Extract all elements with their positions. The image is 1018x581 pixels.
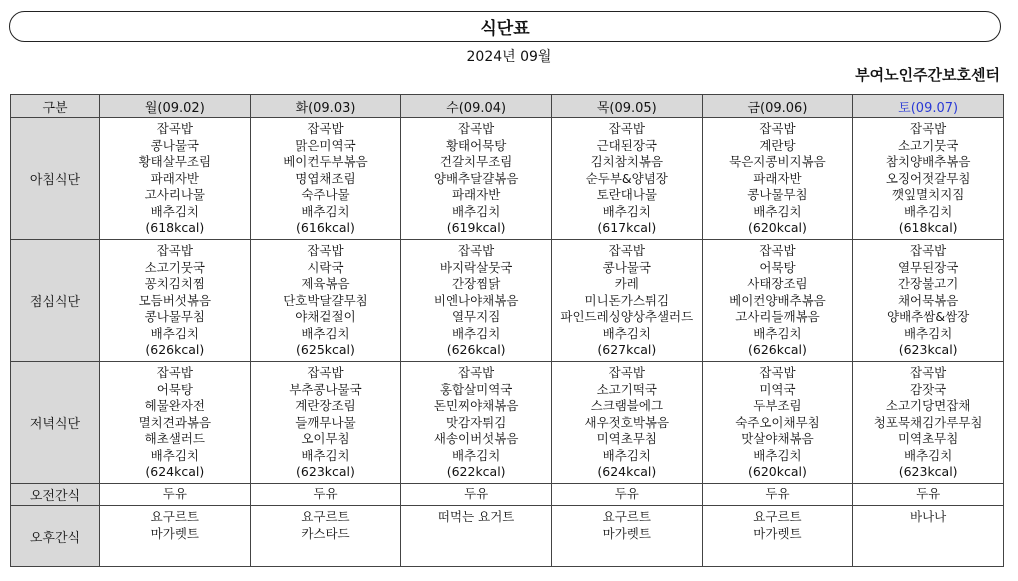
menu-cell: [100, 118, 251, 240]
header-day-thu: 목(09.05): [551, 95, 702, 118]
menu-item: 양배추쌈&쌈장: [887, 309, 970, 324]
menu-item: (626kcal): [446, 342, 506, 357]
menu-item: 맛살야채볶음: [741, 431, 814, 446]
menu-item: 두유: [162, 486, 187, 502]
menu-item: 고사리나물: [144, 187, 206, 202]
menu-item: 황태살무조림: [138, 154, 212, 169]
menu-item: 잡곡밥: [458, 121, 495, 136]
menu-item: 잡곡밥: [910, 365, 947, 380]
menu-item: (623kcal): [898, 342, 958, 357]
menu-item: 황태어묵탕: [445, 137, 507, 153]
menu-item: 새송이버섯볶음: [433, 431, 519, 446]
menu-item: 요구르트: [301, 509, 350, 524]
menu-item: 배추김치: [903, 203, 953, 219]
menu-item: 계란장조림: [295, 398, 356, 413]
header-day-fri: 금(09.06): [702, 95, 853, 118]
menu-item: 잡곡밥: [910, 121, 947, 136]
menu-item: 잡곡밥: [759, 243, 796, 258]
menu-item: 배추김치: [753, 203, 802, 219]
menu-item: 소고기떡국: [596, 381, 657, 397]
menu-item: (618kcal): [898, 220, 958, 235]
menu-item: (625kcal): [296, 342, 355, 357]
header-day-tue: 화(09.03): [250, 95, 401, 118]
table-header-row: [11, 95, 1004, 118]
menu-item: 파래자반: [150, 170, 199, 186]
menu-item: 잡곡밥: [608, 243, 645, 258]
menu-item: 마가렛트: [150, 525, 199, 541]
menu-cell: [250, 240, 401, 362]
menu-item: 시락국: [307, 259, 344, 275]
menu-item: (627kcal): [597, 342, 657, 357]
table-row: [11, 362, 1004, 484]
menu-item: 콩나물무침: [747, 187, 808, 202]
header-day-wed: 수(09.04): [401, 95, 552, 118]
header-day-sat: 토(09.07): [853, 95, 1004, 118]
menu-item: 계란탕: [759, 137, 796, 153]
menu-item: 돈민찌야채볶음: [433, 398, 519, 413]
menu-item: 요구르트: [602, 509, 651, 524]
month-subtitle: 2024년 09월: [466, 49, 552, 65]
table-row: [11, 484, 1004, 506]
menu-item: 야채겉절이: [295, 309, 356, 324]
menu-cell: [250, 362, 401, 484]
menu-item: 잡곡밥: [307, 121, 344, 136]
menu-cell: [853, 362, 1004, 484]
menu-item: 어묵탕: [759, 259, 796, 275]
menu-cell: [702, 362, 853, 484]
menu-item: 묵은지콩비지볶음: [729, 154, 826, 169]
menu-item: 잡곡밥: [307, 243, 344, 258]
menu-item: 마가렛트: [753, 525, 802, 541]
menu-item: 열무지짐: [451, 309, 501, 324]
menu-item: 해초샐러드: [144, 431, 206, 446]
menu-item: 배추김치: [903, 447, 953, 463]
menu-item: 두유: [313, 486, 338, 502]
menu-item: 토란대나물: [596, 187, 657, 202]
menu-item: 배추김치: [451, 203, 501, 219]
menu-item: 배추김치: [451, 447, 501, 463]
table-body: [11, 118, 1004, 567]
menu-item: (620kcal): [748, 464, 807, 479]
menu-item: 두유: [765, 486, 790, 502]
meal-plan-table: [10, 94, 1004, 567]
row-label-afternoon-snack: 오후간식: [11, 506, 100, 567]
menu-item: (624kcal): [597, 464, 657, 479]
menu-item: 잡곡밥: [156, 365, 193, 380]
menu-cell: [100, 506, 251, 567]
table-row: [11, 506, 1004, 567]
menu-cell: [401, 484, 552, 506]
menu-item: 바나나: [910, 509, 947, 524]
menu-item: (623kcal): [898, 464, 958, 479]
menu-cell: [250, 484, 401, 506]
page-title: [9, 11, 1001, 42]
menu-item: (619kcal): [446, 220, 506, 235]
menu-cell: [100, 484, 251, 506]
menu-cell: [250, 118, 401, 240]
menu-item: 간장불고기: [897, 276, 959, 291]
header-category: 구분: [11, 95, 100, 118]
menu-item: 두유: [464, 486, 489, 502]
menu-cell: [853, 118, 1004, 240]
menu-item: (623kcal): [296, 464, 355, 479]
menu-item: 꽁치김치찜: [144, 276, 206, 291]
menu-item: 잡곡밥: [608, 121, 645, 136]
menu-cell: [100, 362, 251, 484]
menu-item: 건갈치무조림: [439, 154, 513, 169]
menu-item: 배추김치: [301, 325, 350, 341]
menu-item: 소고기뭇국: [144, 259, 206, 275]
menu-item: 명엽채조림: [295, 170, 356, 186]
menu-cell: [551, 362, 702, 484]
menu-cell: [551, 240, 702, 362]
menu-cell: [853, 484, 1004, 506]
menu-cell: [250, 506, 401, 567]
menu-item: 파래자반: [451, 187, 501, 202]
menu-item: (624kcal): [145, 464, 205, 479]
menu-item: 오징어젓갈무침: [885, 170, 971, 186]
menu-item: 잡곡밥: [458, 365, 495, 380]
menu-item: 김치참치볶음: [590, 154, 664, 169]
menu-item: 잡곡밥: [608, 365, 645, 380]
menu-item: 바지락살뭇국: [439, 259, 513, 275]
menu-item: 맛감자튀김: [445, 414, 507, 430]
menu-item: 새우젓호박볶음: [584, 414, 670, 430]
menu-item: 순두부&양념장: [585, 170, 668, 186]
menu-item: 오이무침: [301, 431, 350, 446]
menu-item: 숙주오이채무침: [735, 414, 820, 430]
menu-item: 요구르트: [150, 509, 199, 524]
menu-item: 콩나물국: [150, 137, 199, 153]
menu-item: 청포묵채김가루무침: [873, 414, 983, 430]
menu-item: (626kcal): [145, 342, 205, 357]
menu-item: 배추김치: [150, 447, 199, 463]
menu-item: 배추김치: [150, 325, 199, 341]
menu-item: 배추김치: [753, 447, 802, 463]
menu-item: 부추콩나물국: [289, 381, 362, 397]
menu-item: 배추김치: [602, 447, 651, 463]
menu-item: (622kcal): [446, 464, 506, 479]
menu-cell: [401, 118, 552, 240]
menu-item: 두유: [916, 486, 941, 502]
menu-item: 두유: [614, 486, 639, 502]
menu-cell: [853, 506, 1004, 567]
menu-item: 잡곡밥: [156, 121, 193, 136]
menu-item: 잡곡밥: [910, 243, 947, 258]
menu-item: 배추김치: [301, 203, 350, 219]
menu-item: 근대된장국: [596, 137, 657, 153]
row-label-breakfast: 아침식단: [11, 118, 100, 240]
menu-item: 모듬버섯볶음: [138, 292, 212, 308]
menu-item: 맑은미역국: [295, 137, 356, 153]
menu-item: (626kcal): [748, 342, 807, 357]
page-title-text: 식단표: [480, 19, 530, 39]
menu-item: 배추김치: [150, 203, 199, 219]
menu-item: 배추김치: [602, 325, 651, 341]
menu-item: 미역초무침: [596, 431, 657, 446]
menu-cell: [702, 240, 853, 362]
header-day-mon: 월(09.02): [100, 95, 251, 118]
menu-item: 고사리들깨볶음: [735, 309, 820, 324]
menu-item: 베이컨양배추볶음: [729, 292, 826, 308]
menu-item: 카레: [614, 276, 639, 291]
center-name: 부여노인주간보호센터: [855, 66, 1000, 84]
menu-item: 잡곡밥: [759, 121, 796, 136]
menu-item: 스크램블에그: [590, 398, 664, 413]
row-label-dinner: 저녁식단: [11, 362, 100, 484]
menu-item: 소고기뭇국: [897, 137, 959, 153]
menu-cell: [551, 118, 702, 240]
menu-item: 잡곡밥: [458, 243, 495, 258]
table-row: [11, 118, 1004, 240]
menu-cell: [401, 362, 552, 484]
menu-item: 콩나물국: [602, 259, 651, 275]
menu-cell: [702, 506, 853, 567]
menu-item: 홍합살미역국: [439, 381, 513, 397]
menu-item: 파래자반: [753, 170, 802, 186]
menu-cell: [702, 118, 853, 240]
menu-item: 제육볶음: [301, 276, 350, 291]
menu-item: 배추김치: [301, 447, 350, 463]
menu-cell: [401, 506, 552, 567]
menu-item: (620kcal): [748, 220, 807, 235]
menu-item: 감잣국: [910, 381, 947, 397]
menu-item: (617kcal): [597, 220, 657, 235]
menu-item: 베이컨두부볶음: [283, 154, 368, 169]
menu-item: 콩나물무침: [144, 309, 206, 324]
menu-item: 잡곡밥: [759, 365, 796, 380]
menu-cell: [551, 506, 702, 567]
row-label-morning-snack: 오전간식: [11, 484, 100, 506]
menu-item: (616kcal): [296, 220, 355, 235]
menu-item: 사태장조림: [747, 276, 808, 291]
menu-item: 떠먹는 요거트: [437, 509, 515, 524]
menu-item: 채어묵볶음: [897, 292, 959, 308]
menu-item: 열무된장국: [897, 259, 959, 275]
menu-item: 잡곡밥: [307, 365, 344, 380]
menu-item: 들깨무나물: [295, 414, 356, 430]
menu-cell: [853, 240, 1004, 362]
menu-item: 배추김치: [602, 203, 651, 219]
menu-item: 비엔나야채볶음: [433, 292, 519, 308]
table-row: [11, 240, 1004, 362]
menu-cell: [100, 240, 251, 362]
menu-item: 배추김치: [451, 325, 501, 341]
menu-item: 요구르트: [753, 509, 802, 524]
menu-cell: [401, 240, 552, 362]
menu-item: 멸치견과볶음: [138, 414, 212, 430]
menu-item: 숙주나물: [301, 187, 350, 202]
menu-item: 어묵탕: [156, 381, 193, 397]
menu-item: 파인드레싱양상추샐러드: [560, 309, 694, 324]
menu-item: 헤물완자전: [144, 398, 206, 413]
menu-item: 카스타드: [301, 525, 350, 541]
menu-item: 두부조림: [753, 398, 802, 413]
menu-item: 미역초무침: [897, 431, 959, 446]
menu-item: 양배추달걀볶음: [433, 170, 519, 186]
menu-item: 미역국: [759, 381, 796, 397]
menu-item: 마가렛트: [602, 525, 651, 541]
menu-item: 배추김치: [753, 325, 802, 341]
row-label-lunch: 점심식단: [11, 240, 100, 362]
menu-item: 배추김치: [903, 325, 953, 341]
menu-item: 깻잎멸치지짐: [891, 187, 965, 202]
menu-item: 단호박달걀무침: [283, 292, 368, 308]
menu-item: 미니돈가스튀김: [584, 292, 670, 308]
menu-item: 간장찜닭: [451, 276, 501, 291]
menu-cell: [551, 484, 702, 506]
menu-item: 참치양배추볶음: [885, 154, 971, 169]
menu-item: 소고기당면잡채: [885, 398, 971, 413]
menu-item: (618kcal): [145, 220, 205, 235]
menu-item: 잡곡밥: [156, 243, 193, 258]
menu-cell: [702, 484, 853, 506]
